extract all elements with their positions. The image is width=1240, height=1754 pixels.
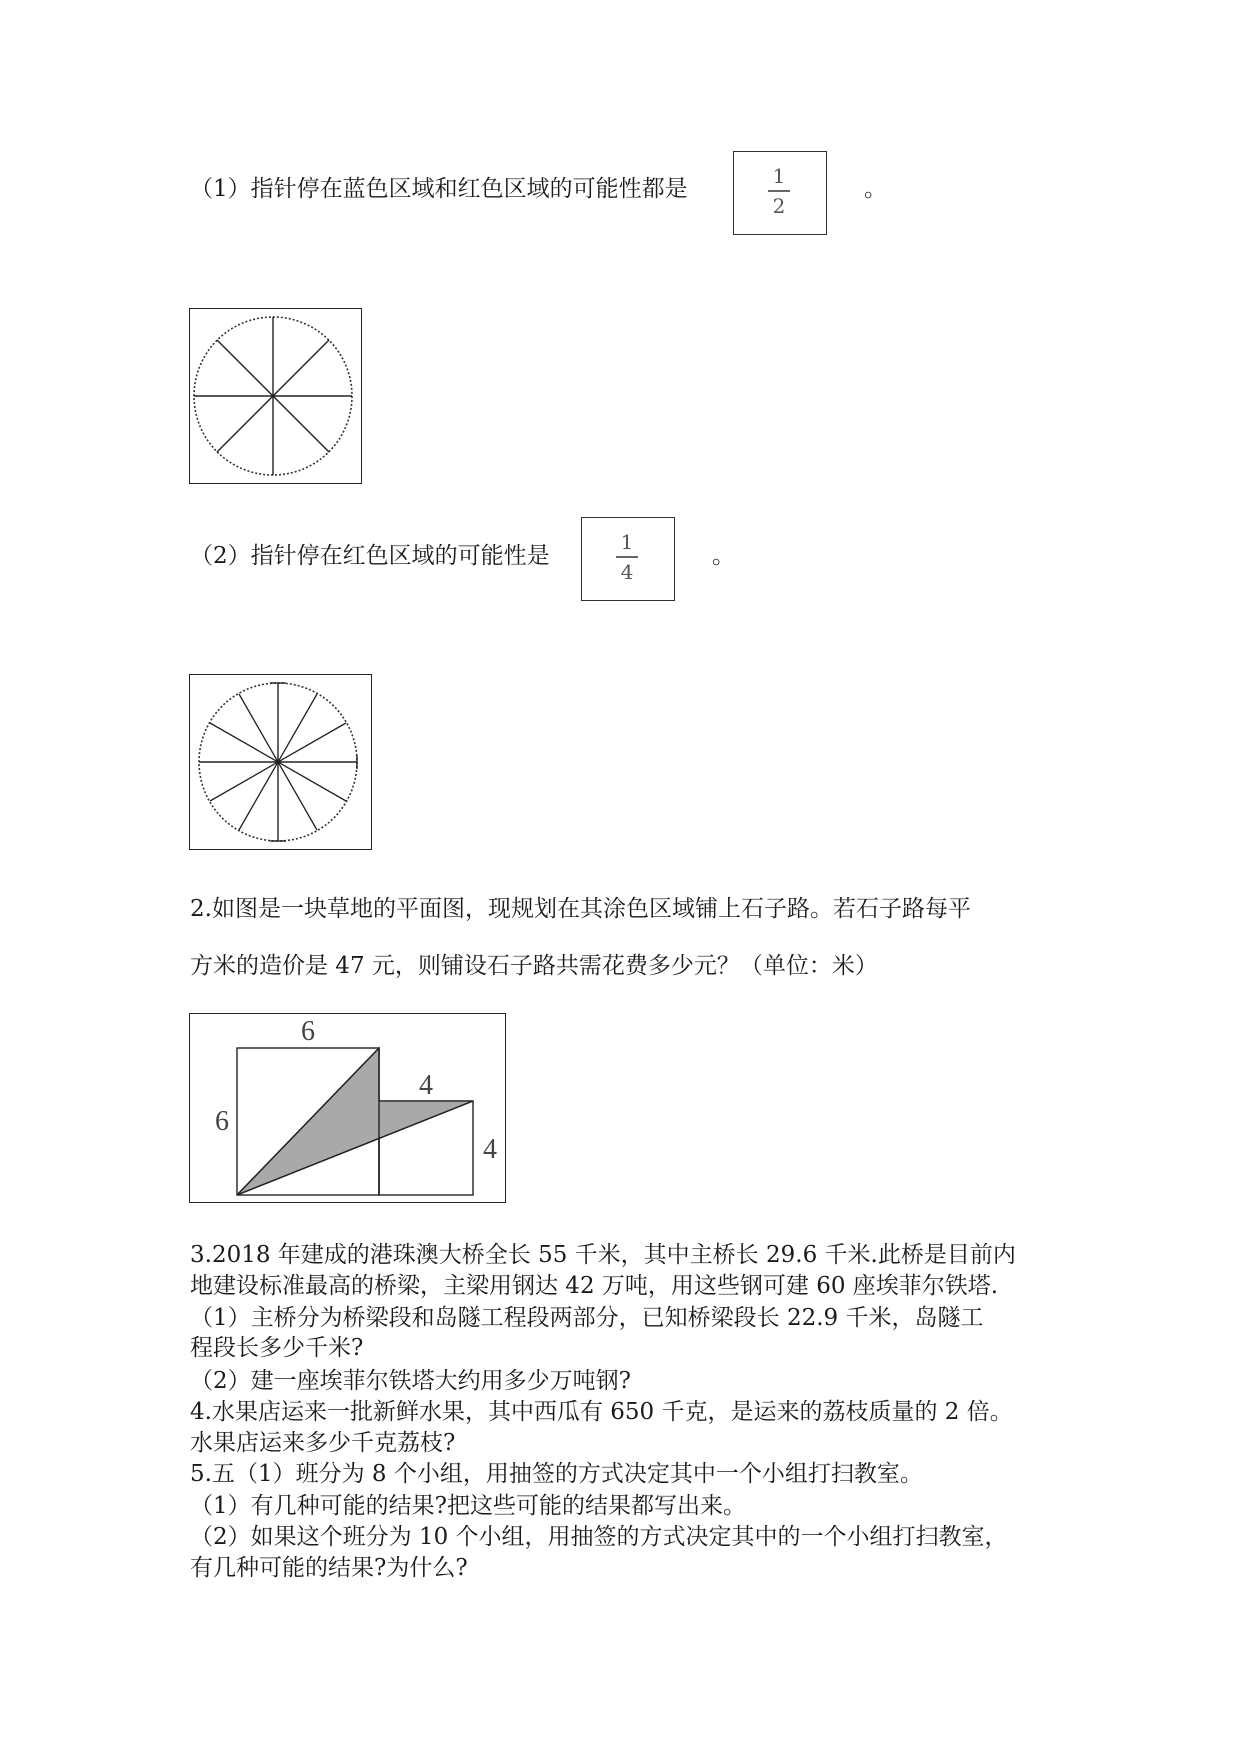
answer-fraction-2	[612, 530, 642, 584]
q5-line-2: （1）有几种可能的结果?把这些可能的结果都写出来。	[190, 1493, 746, 1519]
answer-fraction-1	[764, 164, 794, 218]
q4-line-1: 4.水果店运来一批新鲜水果，其中西瓜有 650 千克，是运来的荔枝质量的 2 倍。	[190, 1399, 1013, 1425]
question-part2-text: （2）指针停在红色区域的可能性是	[190, 543, 550, 569]
answer-box-2	[581, 517, 675, 601]
spinner-figure-8	[189, 308, 362, 484]
label-top-6: 6	[301, 1016, 315, 1047]
part2-period: 。	[712, 543, 735, 569]
fraction-bar	[768, 190, 790, 192]
label-left-6: 6	[215, 1106, 229, 1137]
q4-line-2: 水果店运来多少千克荔枝?	[190, 1430, 456, 1456]
fraction-numerator: 1	[620, 530, 634, 554]
q5-line-3: （2）如果这个班分为 10 个小组，用抽签的方式决定其中的一个小组打扫教室，	[190, 1524, 1008, 1550]
label-small-right-4: 4	[483, 1134, 497, 1165]
fraction-numerator: 1	[772, 164, 786, 188]
q2-line-2: 方米的造价是 47 元，则铺设石子路共需花费多少元？（单位：米）	[190, 953, 878, 979]
q2-line-1: 2.如图是一块草地的平面图，现规划在其涂色区域铺上石子路。若石子路每平	[190, 896, 971, 922]
grass-plan-diagram	[190, 1014, 505, 1202]
spinner-12-sectors	[190, 675, 371, 849]
grass-plan-figure	[189, 1013, 506, 1203]
spinner-figure-12	[189, 674, 372, 850]
fraction-denominator: 4	[620, 559, 634, 584]
q3-line-5: （2）建一座埃菲尔铁塔大约用多少万吨钢?	[190, 1368, 631, 1394]
q5-line-1: 5.五（1）班分为 8 个小组，用抽签的方式决定其中一个小组打扫教室。	[190, 1461, 923, 1487]
fraction-denominator: 2	[772, 193, 786, 218]
q3-line-4: 程段长多少千米?	[190, 1335, 364, 1361]
answer-box-1	[733, 151, 827, 235]
label-small-top-4: 4	[419, 1070, 433, 1101]
q3-line-1: 3.2018 年建成的港珠澳大桥全长 55 千米，其中主桥长 29.6 千米.此桥是目前内	[190, 1242, 1016, 1268]
part1-period: 。	[864, 176, 887, 202]
question-part1-text: （1）指针停在蓝色区域和红色区域的可能性都是	[190, 176, 688, 202]
fraction-bar	[616, 556, 638, 558]
spinner-8-sectors	[190, 309, 361, 483]
q3-line-2: 地建设标准最高的桥梁，主梁用钢达 42 万吨，用这些钢可建 60 座埃菲尔铁塔.	[190, 1273, 999, 1299]
q5-line-4: 有几种可能的结果?为什么?	[190, 1555, 468, 1581]
q3-line-3: （1）主桥分为桥梁段和岛隧工程段两部分，已知桥梁段长 22.9 千米，岛隧工	[190, 1305, 984, 1331]
